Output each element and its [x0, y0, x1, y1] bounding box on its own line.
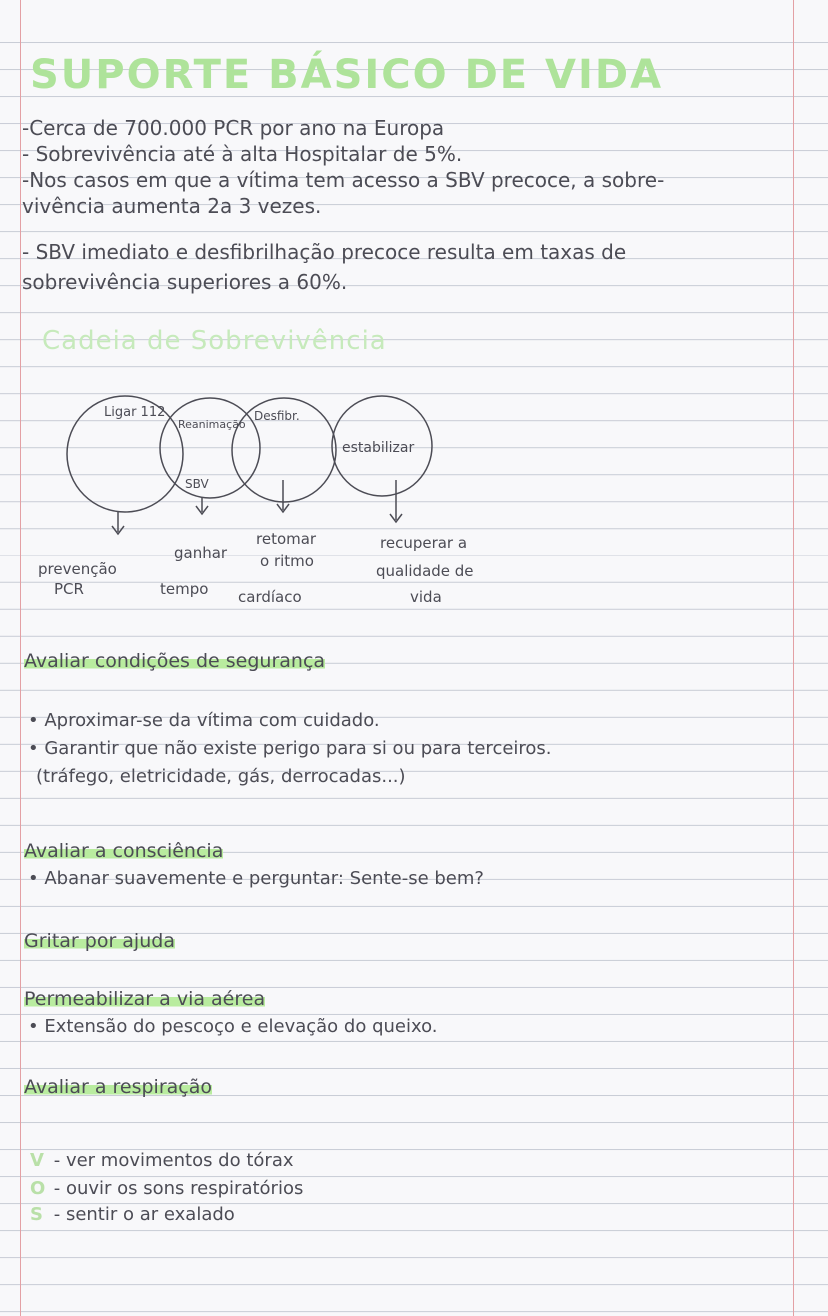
- circle-label-ligar: Ligar 112: [104, 405, 166, 420]
- circle-sbv: [160, 398, 260, 498]
- c4-label-1: recuperar a: [380, 534, 468, 552]
- seguranca-item-1: • Aproximar-se da vítima com cuidado.: [28, 710, 380, 731]
- c3-label-3: cardíaco: [238, 588, 302, 606]
- vos-text-o: - ouvir os sons respiratórios: [53, 1178, 304, 1199]
- circle-label-desfibr: Desfibr.: [254, 409, 300, 423]
- seguranca-item-3: (tráfego, eletricidade, gás, derrocadas...): [36, 766, 406, 787]
- intro-line-5: - SBV imediato e desfibrilhação precoce resulta em taxas de: [22, 240, 627, 264]
- vos-row-v: [30, 1150, 294, 1171]
- c1-label-2: PCR: [54, 580, 84, 598]
- page-title: SUPORTE BÁSICO DE VIDA: [30, 52, 664, 98]
- heading-consciencia: Avaliar a consciência: [24, 840, 224, 862]
- vos-letter-o: O: [30, 1178, 46, 1199]
- vos-row-s: [30, 1204, 235, 1225]
- right-margin-line: [793, 0, 794, 1316]
- c2-label-1: ganhar: [174, 544, 228, 562]
- c3-label-2: o ritmo: [260, 552, 314, 570]
- intro-line-1: -Cerca de 700.000 PCR por ano na Europa: [22, 116, 445, 140]
- circle-label-estabilizar: estabilizar: [342, 440, 415, 456]
- heading-ajuda: Gritar por ajuda: [24, 930, 175, 952]
- heading-seguranca: Avaliar condições de segurança: [24, 650, 326, 672]
- c1-label-1: prevenção: [38, 560, 117, 578]
- vos-letter-s: S: [30, 1204, 43, 1225]
- intro-line-2: - Sobrevivência até à alta Hospitalar de 5%.: [22, 142, 463, 166]
- heading-respiracao: Avaliar a respiração: [24, 1076, 212, 1098]
- chain-title: Cadeia de Sobrevivência: [42, 326, 387, 356]
- circle-label-reanimacao: Reanimação: [178, 418, 246, 431]
- vos-text-s: - sentir o ar exalado: [53, 1204, 235, 1225]
- consciencia-item-1: • Abanar suavemente e perguntar: Sente-se bem?: [28, 868, 484, 889]
- intro-line-3: -Nos casos em que a vítima tem acesso a SBV precoce, a sobre-: [22, 168, 665, 192]
- c4-label-3: vida: [410, 588, 442, 606]
- chain-of-survival-diagram: [20, 380, 580, 630]
- intro-line-6: sobrevivência superiores a 60%.: [22, 270, 348, 294]
- heading-via-aerea: Permeabilizar a via aérea: [24, 988, 266, 1010]
- c2-label-2: tempo: [160, 580, 209, 598]
- left-margin-line: [20, 0, 21, 1316]
- c3-label-1: retomar: [256, 530, 317, 548]
- vos-letter-v: V: [30, 1150, 44, 1171]
- vos-text-v: - ver movimentos do tórax: [53, 1150, 294, 1171]
- vos-row-o: [30, 1178, 303, 1199]
- intro-line-4: vivência aumenta 2a 3 vezes.: [22, 194, 322, 218]
- circle-label-sbv: SBV: [185, 477, 209, 491]
- via-aerea-item-1: • Extensão do pescoço e elevação do queixo.: [28, 1016, 438, 1037]
- c4-label-2: qualidade de: [376, 562, 474, 580]
- seguranca-item-2: • Garantir que não existe perigo para si ou para terceiros.: [28, 738, 552, 759]
